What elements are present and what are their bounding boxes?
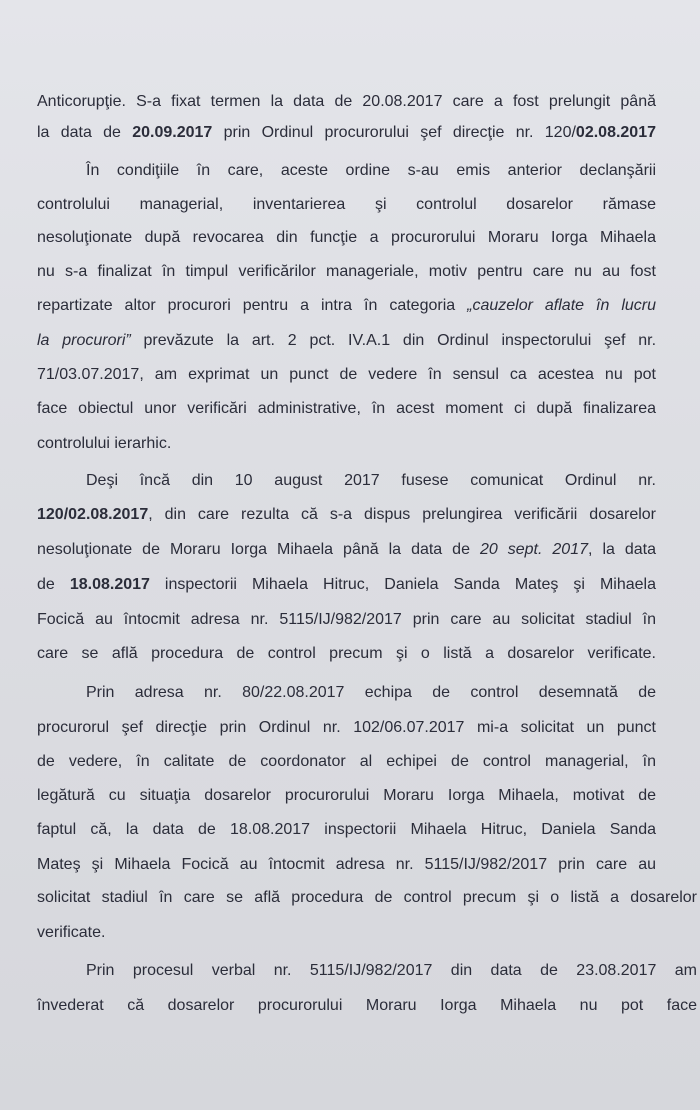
- text-line: solicitat stadiul în care se află procedura de control precum şi o listă a dosarelor: [37, 889, 697, 906]
- text-line: 120/02.08.2017, din care rezulta că s-a dispus prelungirea verificării dosarelor: [37, 506, 656, 523]
- text-line: de vedere, în calitate de coordonator al echipei de control managerial, în: [37, 753, 656, 770]
- text-line: care se află procedura de control precum şi o listă a dosarelor verificate.: [37, 645, 656, 662]
- text-line: Mateş şi Mihaela Focică au întocmit adresa nr. 5115/IJ/982/2017 prin care au: [37, 856, 656, 873]
- text-line: verificate.: [37, 924, 106, 941]
- text-line: la procurori” prevăzute la art. 2 pct. IV.A.1 din Ordinul inspectorului şef nr.: [37, 332, 657, 349]
- text-line: controlului managerial, inventarierea şi controlul dosarelor rămase: [37, 196, 656, 213]
- text-line: faptul că, la data de 18.08.2017 inspectorii Mihaela Hitruc, Daniela Sanda: [37, 821, 656, 838]
- text-line: nesoluţionate după revocarea din funcţie a procurorului Moraru Iorga Mihaela: [37, 229, 656, 246]
- text-line: Prin adresa nr. 80/22.08.2017 echipa de control desemnată de: [86, 684, 656, 701]
- text-line: repartizate altor procurori pentru a intra în categoria „cauzelor aflate în lucru: [37, 297, 657, 314]
- text-line: În condiţiile în care, aceste ordine s-au emis anterior declanşării: [86, 162, 656, 179]
- text-line: nu s-a finalizat în timpul verificărilor manageriale, motiv pentru care nu au fost: [37, 263, 656, 280]
- text-line: la data de 20.09.2017 prin Ordinul procurorului şef direcţie nr. 120/02.08.2017: [37, 124, 656, 141]
- text-line: controlului ierarhic.: [37, 435, 172, 452]
- text-line: legătură cu situaţia dosarelor procurorului Moraru Iorga Mihaela, motivat de: [37, 787, 656, 804]
- text-line: Anticorupţie. S-a fixat termen la data de 20.08.2017 care a fost prelungit până: [37, 93, 656, 110]
- text-line: procurorul şef direcţie prin Ordinul nr. 102/06.07.2017 mi-a solicitat un punct: [37, 719, 656, 736]
- text-line: Focică au întocmit adresa nr. 5115/IJ/982/2017 prin care au solicitat stadiul în: [37, 611, 656, 628]
- text-line: 71/03.07.2017, am exprimat un punct de vedere în sensul ca acestea nu pot: [37, 366, 656, 383]
- text-line: nesoluţionate de Moraru Iorga Mihaela până la data de 20 sept. 2017, la data: [37, 541, 657, 558]
- text-line: Deşi încă din 10 august 2017 fusese comunicat Ordinul nr.: [86, 472, 656, 489]
- text-line: Prin procesul verbal nr. 5115/IJ/982/2017 din data de 23.08.2017 am: [86, 962, 697, 979]
- text-line: face obiectul unor verificări administrative, în acest moment ci după finalizarea: [37, 400, 656, 417]
- text-line: de 18.08.2017 inspectorii Mihaela Hitruc, Daniela Sanda Mateş şi Mihaela: [37, 576, 657, 593]
- text-line: învederat că dosarelor procurorului Moraru Iorga Mihaela nu pot face: [37, 997, 697, 1014]
